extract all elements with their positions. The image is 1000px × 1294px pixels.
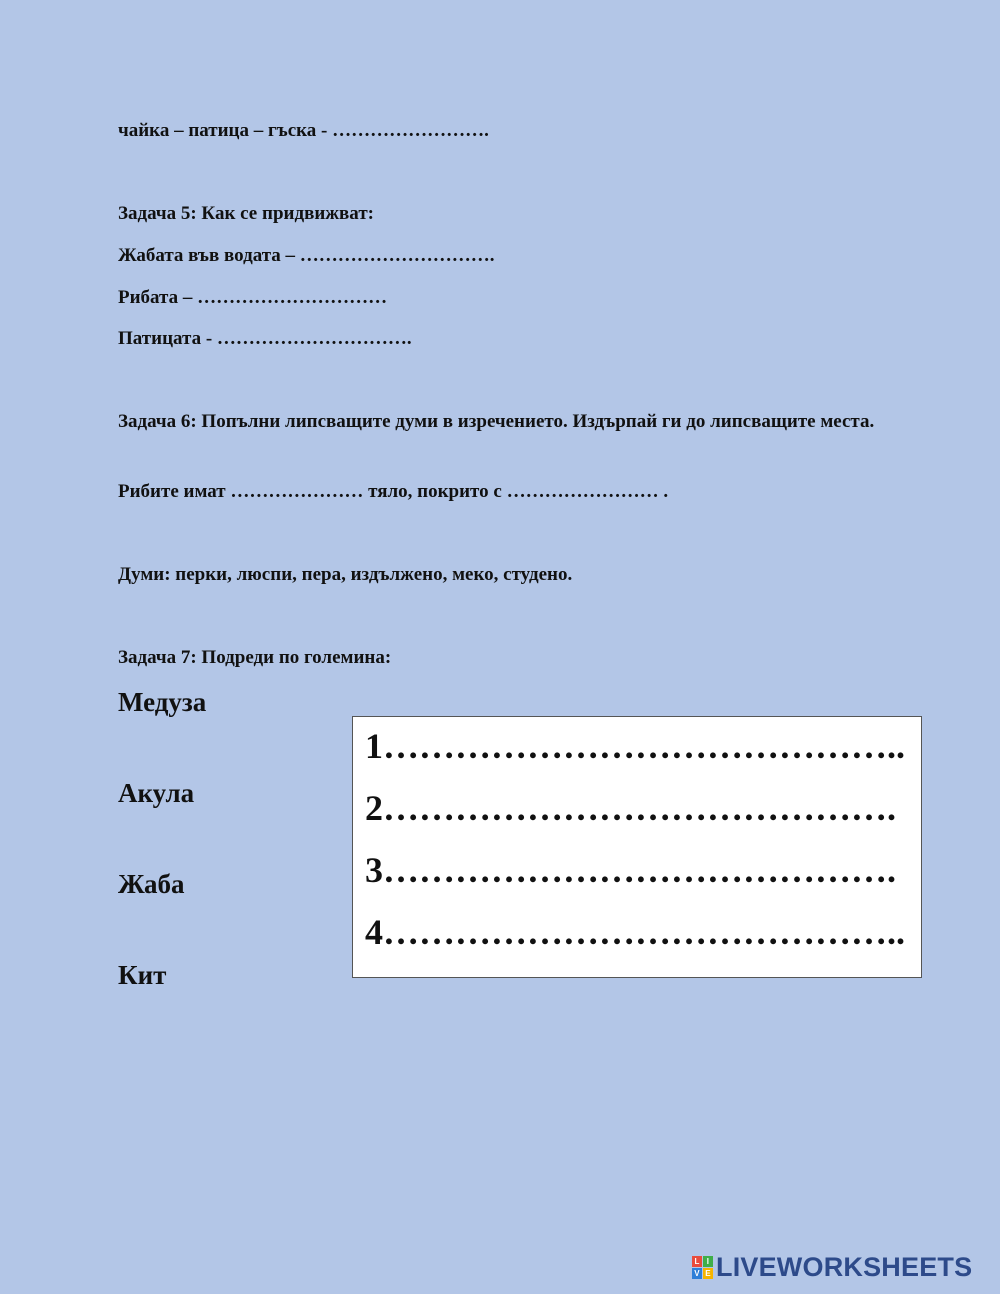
task5-item-frog[interactable]: Жабата във водата – …………………………. [118,245,495,266]
answer-slot-1[interactable]: 1…………………………………….. [365,726,905,766]
task7-title: Задача 7: Подреди по големина: [118,647,392,668]
liveworksheets-logo [692,1252,972,1283]
task6-title: Задача 6: Попълни липсващите думи в изречението. Издърпай ги до липсващите места. [118,411,875,432]
task5-item-fish[interactable]: Рибата – ………………………… [118,287,388,308]
task5-item-duck[interactable]: Патицата - …………………………. [118,328,412,349]
logo-mark-e: E [703,1268,713,1279]
task4-sequence: чайка – патица – гъска - ……………………. [118,120,489,141]
logo-mark-l: L [692,1256,702,1267]
animal-shark[interactable]: Акула [118,778,195,808]
answer-slot-4[interactable]: 4…………………………………….. [365,912,905,952]
animal-frog[interactable]: Жаба [118,869,185,899]
logo-mark-v: V [692,1268,702,1279]
task5-title: Задача 5: Как се придвижват: [118,203,374,224]
animal-whale[interactable]: Кит [118,960,167,990]
answer-slot-3[interactable]: 3……………………………………. [365,850,896,890]
task6-word-bank[interactable]: Думи: перки, люспи, пера, издължено, меко, студено. [118,564,573,585]
logo-text: LIVEWORKSHEETS [716,1252,973,1282]
task6-sentence[interactable]: Рибите имат ………………… тяло, покрито с …………………… . [118,481,669,502]
logo-mark-icon [692,1256,713,1279]
answer-box [352,716,922,978]
logo-mark-i: I [703,1256,713,1267]
answer-slot-2[interactable]: 2……………………………………. [365,788,896,828]
animal-jellyfish[interactable]: Медуза [118,687,207,717]
